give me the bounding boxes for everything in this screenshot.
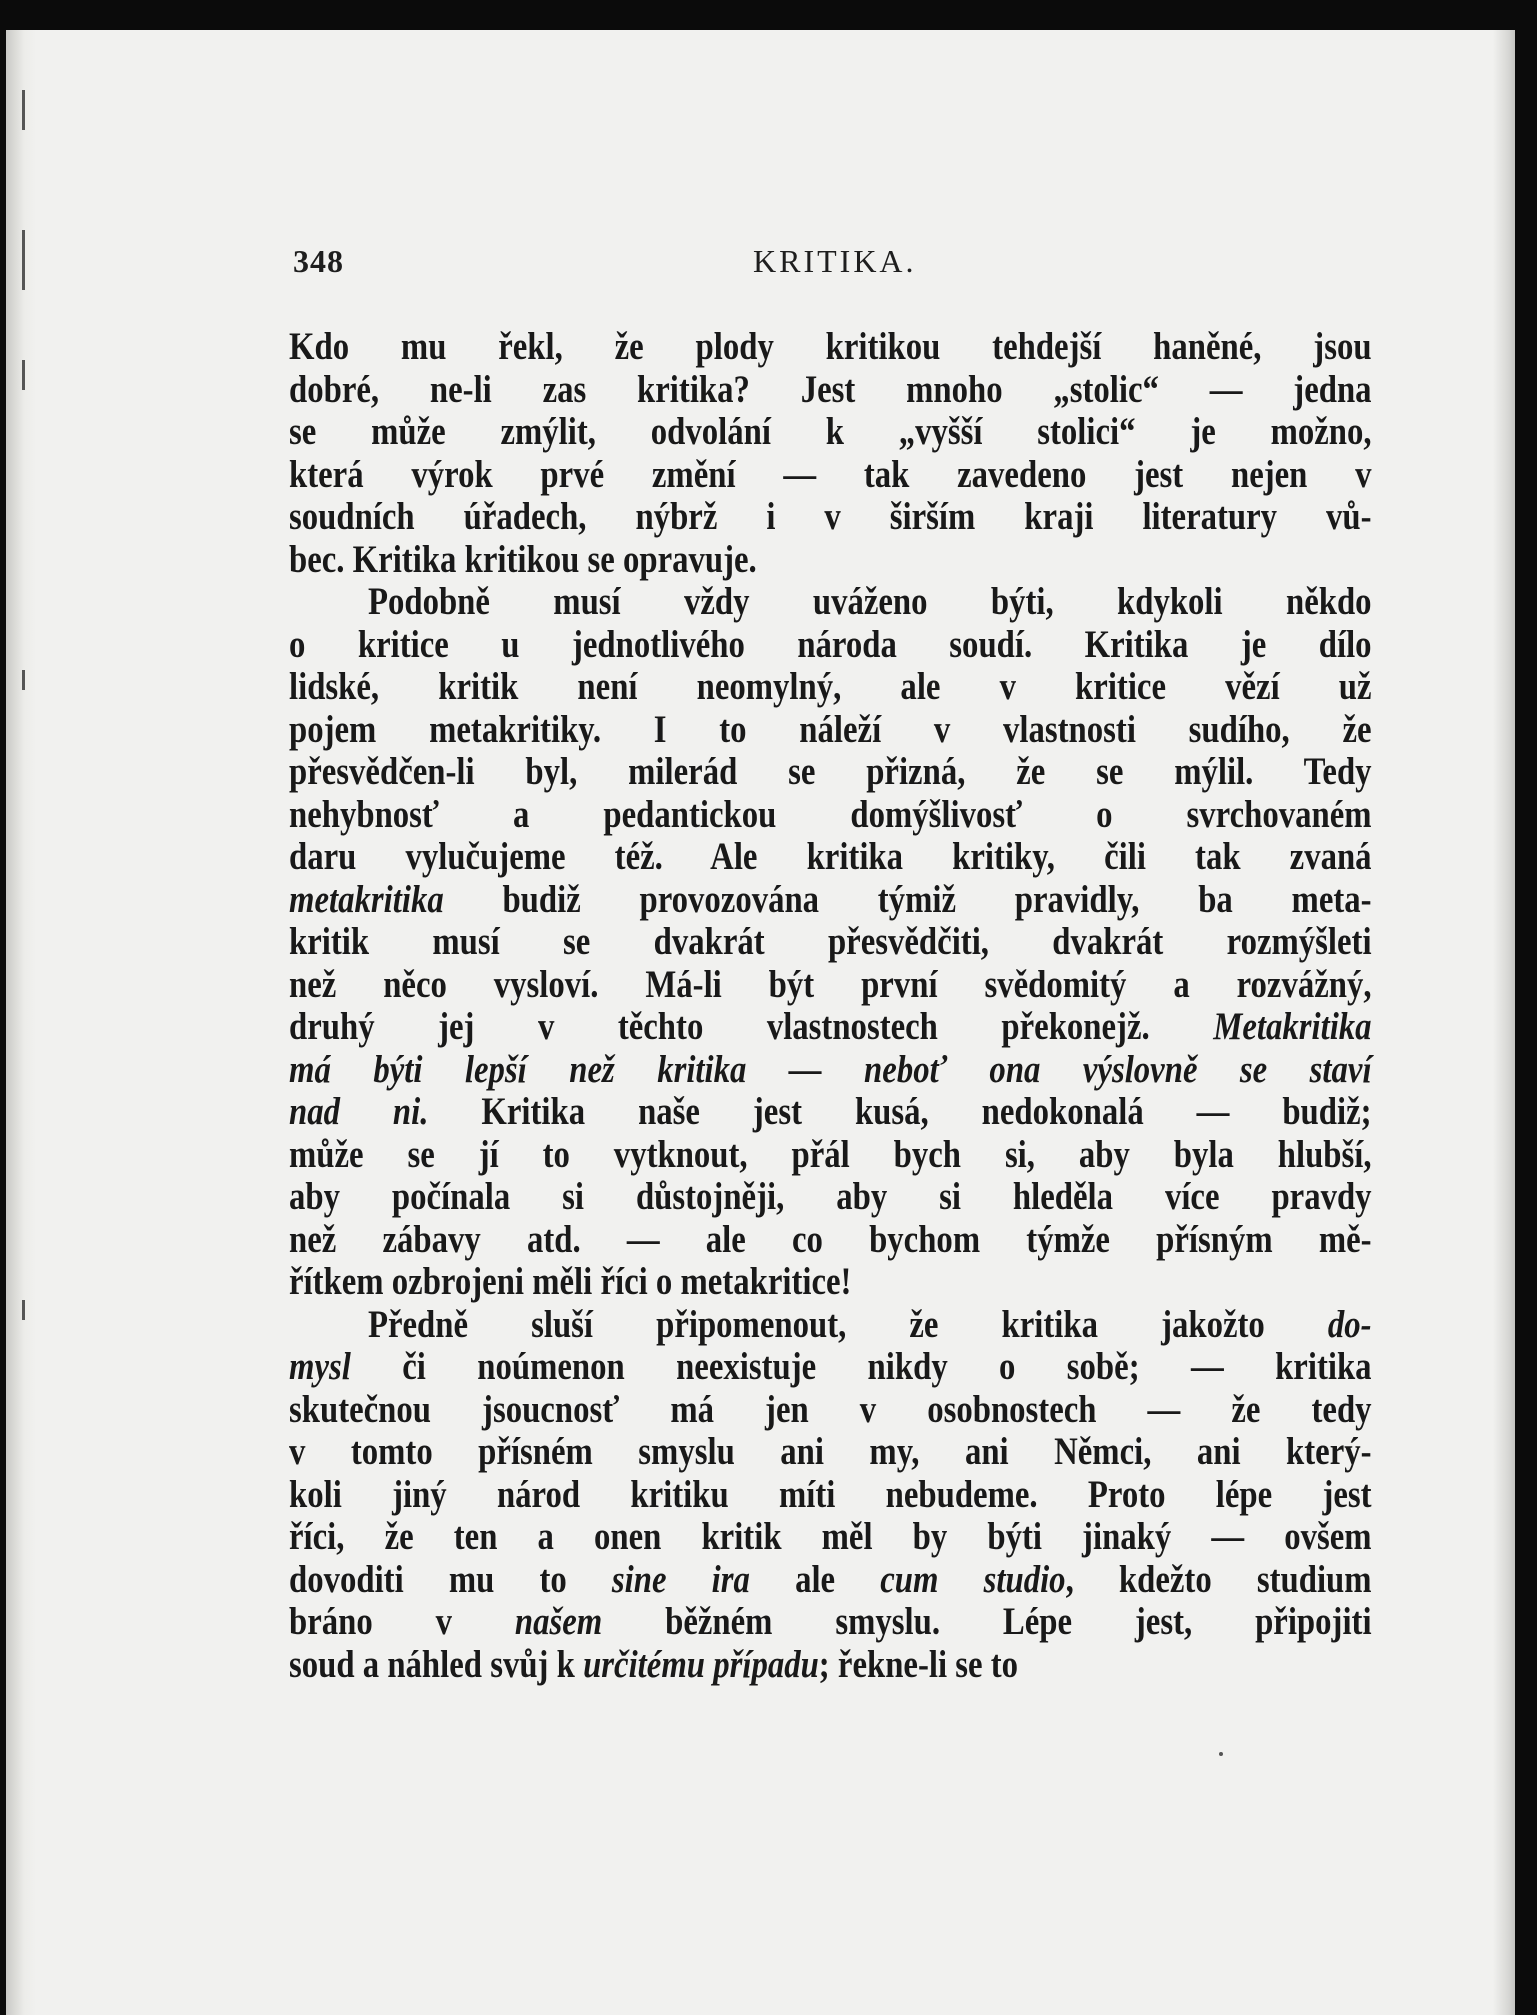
text-line	[289, 1091, 1372, 1134]
text-line	[289, 496, 1372, 539]
text-run: dobré, ne-li zas kritika? Jest mnoho „stolic“ — jedna	[289, 367, 1372, 411]
text-line	[289, 1176, 1372, 1219]
italic-phrase: cum studio	[880, 1557, 1066, 1601]
text-line	[289, 794, 1372, 837]
page-edge-shadow	[1493, 30, 1515, 2015]
text-line	[289, 1219, 1372, 1262]
text-line	[289, 964, 1372, 1007]
text-run: Předně sluší připomenout, že kritika jakožto	[367, 1302, 1328, 1346]
text-line	[289, 454, 1372, 497]
text-line	[289, 1559, 1372, 1602]
italic-phrase: má býti lepší než kritika — neboť ona výslovně se staví	[289, 1047, 1372, 1091]
text-run: koli jiný národ kritiku míti nebudeme. Proto lépe jest	[289, 1472, 1372, 1516]
text-run: druhý jej v těchto vlastnostech překonejž.	[289, 1005, 1214, 1048]
book-page	[6, 30, 1515, 2015]
text-run: běžném smyslu. Lépe jest, připojiti	[602, 1600, 1372, 1643]
text-run: Kritika naše jest kusá, nedokonalá — budiž;	[428, 1090, 1372, 1133]
text-line	[289, 1389, 1372, 1432]
text-line	[289, 1049, 1372, 1092]
text-run: než něco vysloví. Má-li být první svědomitý a rozvážný,	[289, 962, 1372, 1006]
running-header	[293, 243, 1388, 287]
italic-phrase: do-	[1327, 1302, 1372, 1346]
text-line	[289, 1304, 1372, 1347]
italic-phrase: Metakritika	[1213, 1005, 1372, 1048]
text-run: Podobně musí vždy uváženo býti, kdykoli někdo	[367, 580, 1372, 623]
text-run: kritik musí se dvakrát přesvědčiti, dvakrát rozmýšleti	[289, 920, 1372, 963]
text-line	[289, 411, 1372, 454]
text-line	[289, 1431, 1372, 1474]
text-run: skutečnou jsoucnosť má jen v osobnostech — že tedy	[289, 1387, 1372, 1431]
text-run: budiž provozována týmiž pravidly, ba meta-	[443, 877, 1372, 921]
text-line	[289, 921, 1372, 964]
text-run: ; řekne-li se to	[818, 1642, 1019, 1686]
running-title: KRITIKA.	[753, 243, 917, 279]
italic-phrase: metakritika	[289, 877, 444, 921]
scan-speck	[1219, 1752, 1223, 1756]
text-run: daru vylučujeme též. Ale kritika kritiky, čili tak zvaná	[289, 835, 1372, 878]
text-run: ale	[749, 1557, 881, 1601]
text-line	[289, 836, 1372, 879]
text-run: soud a náhled svůj k	[289, 1642, 584, 1686]
binding-gutter	[6, 30, 36, 2015]
text-line	[289, 879, 1372, 922]
italic-phrase: nad ni.	[289, 1090, 429, 1133]
text-line	[289, 666, 1372, 709]
text-line	[289, 539, 1372, 582]
text-line	[289, 709, 1372, 752]
text-line	[289, 326, 1372, 369]
text-line	[289, 1006, 1372, 1049]
text-run: dovoditi mu to	[289, 1557, 612, 1601]
text-run: aby počínala si důstojněji, aby si hleděla více pravdy	[289, 1175, 1372, 1218]
text-line	[289, 1134, 1372, 1177]
text-run: přesvědčen-li byl, milerád se přizná, že se mýlil. Tedy	[289, 750, 1372, 793]
italic-phrase: sine ira	[611, 1557, 750, 1601]
text-run: soudních úřadech, nýbrž i v širším kraji literatury vů-	[289, 495, 1372, 538]
text-line	[289, 369, 1372, 412]
text-line	[289, 1474, 1372, 1517]
italic-phrase: mysl	[289, 1345, 351, 1388]
text-run: říci, že ten a onen kritik měl by býti jinaký — ovšem	[289, 1515, 1372, 1558]
text-run: v tomto přísném smyslu ani my, ani Němci, ani který-	[289, 1430, 1372, 1473]
text-run: řítkem ozbrojeni měli říci o metakritice!	[289, 1260, 852, 1303]
italic-phrase: určitému případu	[583, 1642, 819, 1686]
text-run: bec. Kritika kritikou se opravuje.	[289, 537, 757, 581]
text-line	[289, 1644, 1372, 1687]
body-text	[289, 326, 1372, 1686]
text-line	[289, 624, 1372, 667]
text-run: či noúmenon neexistuje nikdy o sobě; — kritika	[350, 1345, 1372, 1388]
text-line	[289, 1346, 1372, 1389]
text-line	[289, 751, 1372, 794]
text-run: která výrok prvé změní — tak zavedeno jest nejen v	[289, 452, 1372, 496]
page-number: 348	[293, 243, 344, 279]
text-line	[289, 1516, 1372, 1559]
text-line	[289, 1601, 1372, 1644]
text-run: se může zmýlit, odvolání k „vyšší stolici“ je možno,	[289, 410, 1372, 453]
text-run: může se jí to vytknout, přál bych si, aby byla hlubší,	[289, 1132, 1372, 1176]
text-run: , kdežto studium	[1065, 1557, 1372, 1601]
text-line	[289, 581, 1372, 624]
text-run: nehybnosť a pedantickou domýšlivosť o svrchovaném	[289, 792, 1372, 836]
text-run: Kdo mu řekl, že plody kritikou tehdejší haněné, jsou	[289, 325, 1372, 368]
text-run: než zábavy atd. — ale co bychom týmže přísným mě-	[289, 1217, 1372, 1261]
text-line	[289, 1261, 1372, 1304]
text-run: o kritice u jednotlivého národa soudí. Kritika je dílo	[289, 622, 1372, 666]
text-run: pojem metakritiky. I to náleží v vlastnosti sudího, že	[289, 707, 1372, 751]
italic-phrase: našem	[514, 1600, 603, 1643]
text-run: bráno v	[289, 1600, 515, 1643]
text-run: lidské, kritik není neomylný, ale v kritice vězí už	[289, 665, 1372, 708]
